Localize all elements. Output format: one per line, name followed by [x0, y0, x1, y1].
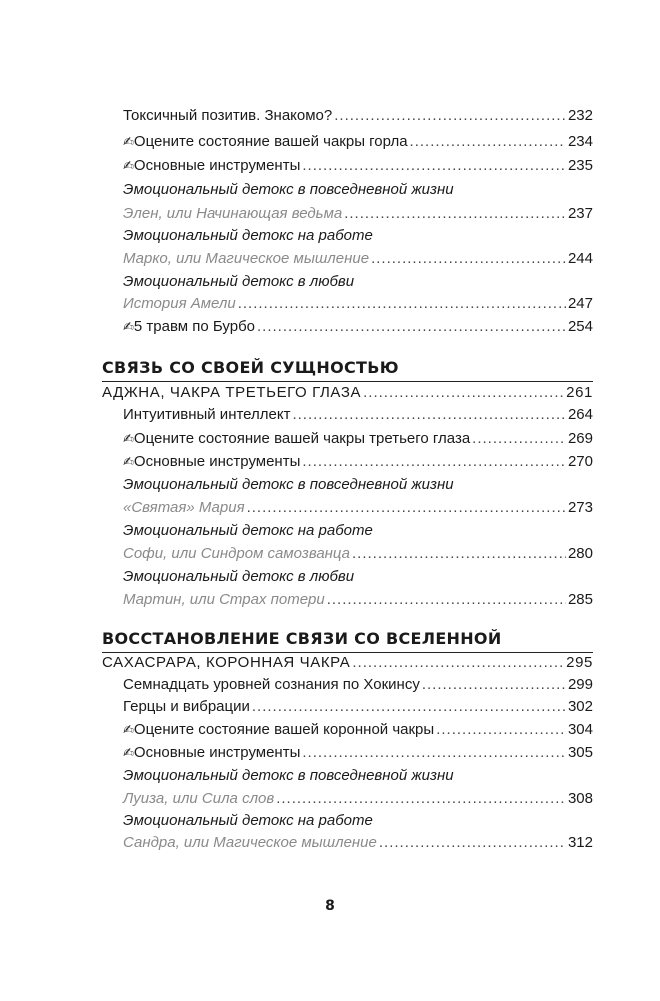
- dot-leader: [352, 652, 564, 674]
- pen-hand-icon: ✍: [123, 745, 134, 760]
- dot-leader: [252, 696, 566, 718]
- subsection-heading: Эмоциональный детокс в повседневной жизни: [123, 476, 454, 493]
- pen-hand-icon: ✍: [123, 158, 134, 173]
- dot-leader: [352, 543, 566, 565]
- pen-hand-icon: ✍: [123, 134, 134, 149]
- chakra-entry: САХАСРАРА, КОРОННАЯ ЧАКРА ..... 295: [102, 652, 593, 674]
- toc-entry-exercise: ✍ Оцените состояние вашей коронной чакры ..... 304: [123, 719, 593, 741]
- subsection-heading: Эмоциональный детокс в повседневной жизни: [123, 181, 454, 198]
- pen-hand-icon: ✍: [123, 722, 134, 737]
- toc-entry-exercise: ✍ Основные инструменты ..... 270: [123, 451, 593, 473]
- dot-leader: [257, 316, 566, 338]
- toc-entry-story: Элен, или Начинающая ведьма ..... 237: [123, 203, 593, 225]
- dot-leader: [472, 428, 566, 450]
- toc-entry-story: «Святая» Мария ..... 273: [123, 497, 593, 519]
- dot-leader: [327, 589, 566, 611]
- dot-leader: [344, 203, 566, 225]
- toc-entry-story: Луиза, или Сила слов ..... 308: [123, 788, 593, 810]
- dot-leader: [302, 742, 566, 764]
- toc-entry-story: Сандра, или Магическое мышление ..... 312: [123, 832, 593, 854]
- dot-leader: [302, 451, 566, 473]
- toc-entry-story: Софи, или Синдром самозванца ..... 280: [123, 543, 593, 565]
- subsection-heading: Эмоциональный детокс на работе: [123, 812, 373, 829]
- dot-leader: [422, 674, 566, 696]
- subsection-heading: Эмоциональный детокс в повседневной жизни: [123, 767, 454, 784]
- subsection-heading: Эмоциональный детокс в любви: [123, 273, 355, 290]
- dot-leader: [371, 248, 566, 270]
- chakra-entry: АДЖНА, ЧАКРА ТРЕТЬЕГО ГЛАЗА ..... 261: [102, 382, 593, 404]
- dot-leader: [334, 105, 566, 127]
- toc-entry: Герцы и вибрации ..... 302: [123, 696, 593, 718]
- toc-entry-story: История Амели ..... 247: [123, 293, 593, 315]
- dot-leader: [276, 788, 566, 810]
- dot-leader: [379, 832, 566, 854]
- toc-entry: Токсичный позитив. Знакомо? ..... 232: [123, 105, 593, 127]
- toc-entry-exercise: ✍ Основные инструменты ..... 235: [123, 155, 593, 177]
- page-number: 8: [325, 898, 335, 914]
- section-heading: ВОССТАНОВЛЕНИЕ СВЯЗИ СО ВСЕЛЕННОЙ: [102, 629, 502, 648]
- toc-entry: Семнадцать уровней сознания по Хокинсу ..... 299: [123, 674, 593, 696]
- subsection-heading: Эмоциональный детокс на работе: [123, 227, 373, 244]
- pen-hand-icon: ✍: [123, 454, 134, 469]
- toc-entry-exercise: ✍ Основные инструменты ..... 305: [123, 742, 593, 764]
- toc-entry-story: Марко, или Магическое мышление ..... 244: [123, 248, 593, 270]
- dot-leader: [302, 155, 566, 177]
- toc-entry-exercise: ✍ Оцените состояние вашей чакры третьего глаза ..... 269: [123, 428, 593, 450]
- dot-leader: [436, 719, 566, 741]
- dot-leader: [363, 382, 564, 404]
- dot-leader: [238, 293, 566, 315]
- pen-hand-icon: ✍: [123, 319, 134, 334]
- toc-entry-story: Мартин, или Страх потери ..... 285: [123, 589, 593, 611]
- toc-entry-exercise: ✍ 5 травм по Бурбо ..... 254: [123, 316, 593, 338]
- dot-leader: [247, 497, 566, 519]
- pen-hand-icon: ✍: [123, 431, 134, 446]
- section-heading: СВЯЗЬ СО СВОЕЙ СУЩНОСТЬЮ: [102, 358, 399, 377]
- subsection-heading: Эмоциональный детокс на работе: [123, 522, 373, 539]
- subsection-heading: Эмоциональный детокс в любви: [123, 568, 355, 585]
- toc-entry: Интуитивный интеллект ..... 264: [123, 404, 593, 426]
- toc-entry-exercise: ✍ Оцените состояние вашей чакры горла ..... 234: [123, 131, 593, 153]
- dot-leader: [410, 131, 566, 153]
- dot-leader: [292, 404, 566, 426]
